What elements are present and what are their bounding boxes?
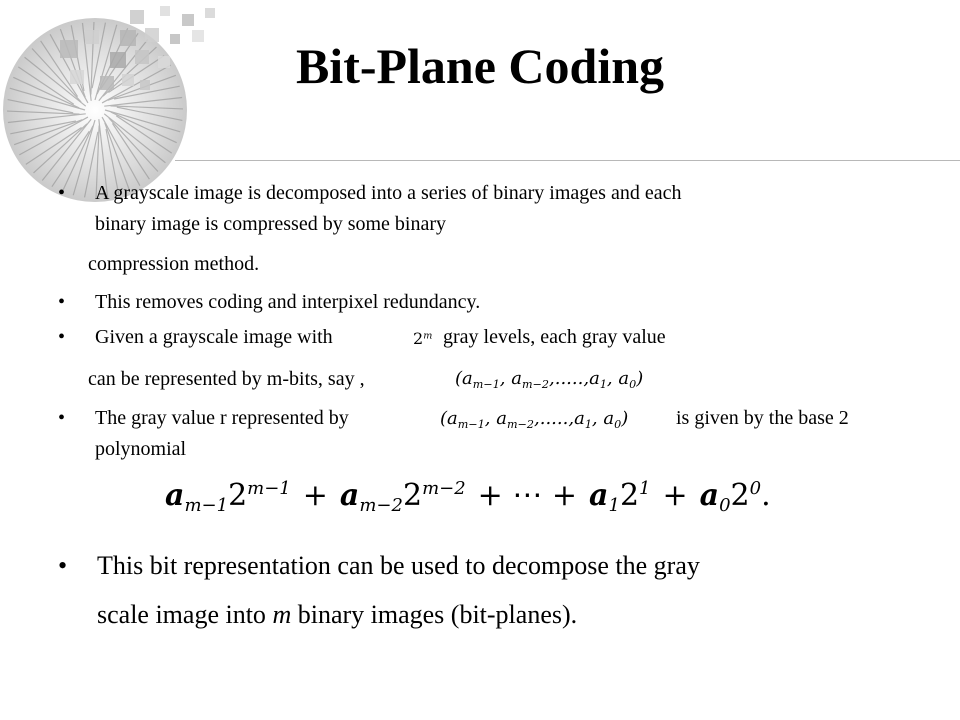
bullet-5-line-2-end: binary images (bit-planes). [291, 600, 578, 629]
bullet-2-text: This removes coding and interpixel redundancy. [95, 291, 481, 313]
bullet-5-line-1: This bit representation can be used to decompose the gray [97, 551, 700, 580]
bullet-5-line-2-start: scale image into [97, 600, 273, 629]
base-2-polynomial-formula: $a_{m-1}2^{m-1} + a_{m-2}2^{m-2}$ + ⋯ + $a_12^1 + a_02^0$. [165, 477, 771, 517]
bullet-2-glyph: • [58, 291, 66, 313]
bullet-4-text-end: is given by the base 2 [676, 407, 849, 429]
bullet-3-text-end: gray levels, each gray value [443, 326, 666, 348]
bit-vector-formula-1: ($a_{m-1}$, $a_{m-2},.....,a_1$, $a_0$) [455, 368, 644, 391]
bullet-5-line-2-m: m [272, 600, 292, 629]
title-divider [175, 160, 960, 161]
bullet-3-text-start: Given a grayscale image with [95, 326, 333, 348]
bullet-1-line-2: binary image is compressed by some binary [95, 213, 447, 235]
bullet-3-line-2: can be represented by m-bits, say , [88, 368, 365, 390]
bullet-5-line-2 [97, 599, 577, 631]
two-power-m-formula: 2$^m$ [413, 329, 433, 348]
slide-title: Bit-Plane Coding [295, 38, 665, 94]
bullet-1-line-3: compression method. [88, 253, 260, 275]
bit-vector-formula-2: ($a_{m-1}$, $a_{m-2},.....,a_1$, $a_0$) [440, 408, 629, 431]
bullet-1-glyph: • [58, 182, 66, 204]
bullet-4-text-start: The gray value r represented by [95, 407, 349, 429]
bullet-1-line-1: A grayscale image is decomposed into a series of binary images and each [95, 182, 682, 204]
bullet-4-glyph: • [58, 407, 66, 429]
bullet-4-line-2: polynomial [95, 438, 187, 460]
bullet-3-glyph: • [58, 326, 66, 348]
bullet-5-glyph: • [58, 551, 68, 580]
